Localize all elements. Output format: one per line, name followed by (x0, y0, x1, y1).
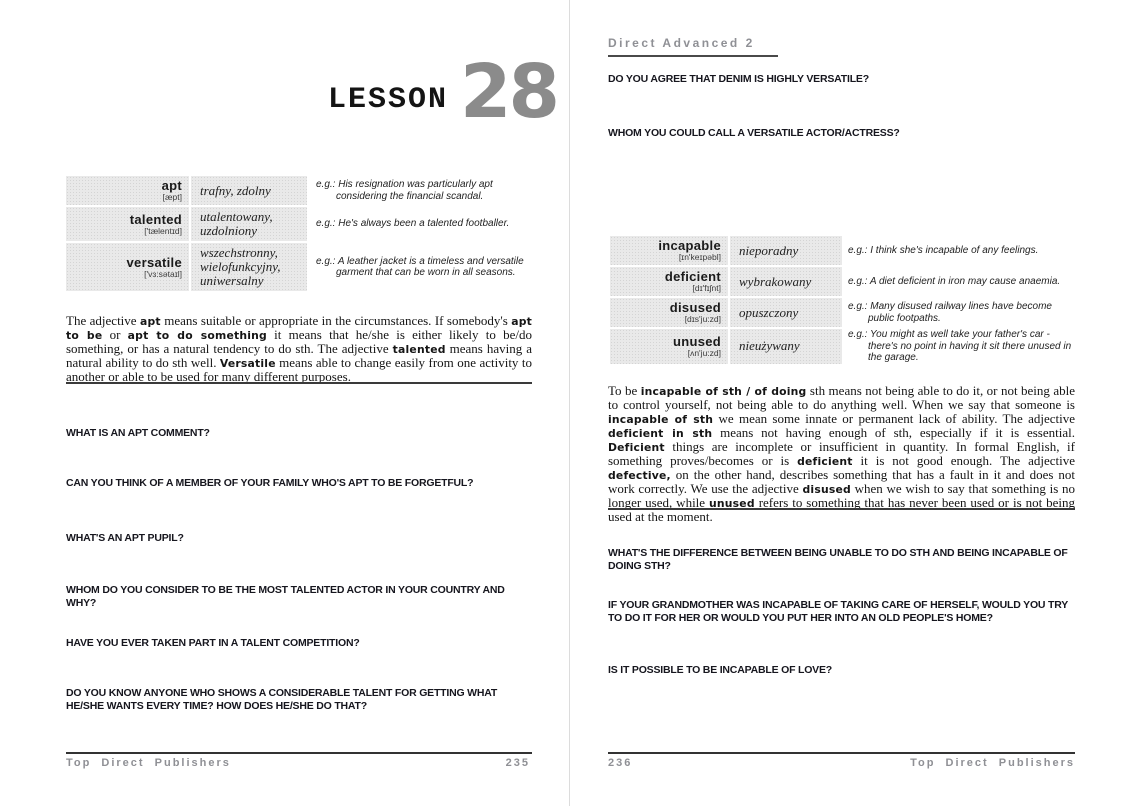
question-item: HAVE YOU EVER TAKEN PART IN A TALENT COMPETITION? (66, 637, 360, 649)
question-item: WHAT'S THE DIFFERENCE BETWEEN BEING UNABLE TO DO STH AND BEING INCAPABLE OF DOING STH? (608, 547, 1068, 572)
vocab-table (610, 236, 1076, 366)
vocab-word-cell (66, 207, 189, 241)
explanation-paragraph: The adjective apt means suitable or appropriate in the circumstances. If somebody's apt to be or apt to do something it means that he/she is either likely to be/do something, or has a natural tendency to do sth. The adjective talented means having a natural ability to do sth well. Versatile means able to change easily from one activity to another or able to be used for many different purposes. (66, 313, 532, 384)
question-item: WHAT IS AN APT COMMENT? (66, 427, 210, 439)
vocab-translation: opuszczony (730, 298, 842, 327)
vocab-translation: utalentowany, uzdolniony (191, 207, 307, 241)
vocab-example (848, 298, 1076, 327)
vocab-example-text: e.g.: A leather jacket is a timeless and versatile garment that can be worn in all seasons. (316, 255, 524, 278)
footer-rule (66, 752, 532, 754)
question-item: WHAT'S AN APT PUPIL? (66, 532, 184, 544)
vocab-word: versatile (126, 254, 182, 270)
vocab-word-cell (610, 329, 728, 364)
lesson-label: LESSON (328, 82, 449, 117)
section-divider (608, 508, 1075, 510)
question-item: WHOM DO YOU CONSIDER TO BE THE MOST TALENTED ACTOR IN YOUR COUNTRY AND WHY? (66, 584, 505, 609)
vocab-word: talented (129, 211, 182, 227)
question-item: DO YOU KNOW ANYONE WHO SHOWS A CONSIDERABLE TALENT FOR GETTING WHAT HE/SHE WANTS EVERY TIME? HOW DOES HE/SHE DO THAT? (66, 687, 498, 712)
vocab-word: unused (672, 333, 721, 349)
section-divider (66, 382, 532, 384)
vocab-example-text: e.g.: Many disused railway lines have become public footpaths. (848, 301, 1052, 324)
footer-page-number: 235 (505, 757, 530, 769)
vocab-translation: wybrakowany (730, 267, 842, 296)
vocab-example-text: e.g.: He's always been a talented footballer. (316, 218, 510, 230)
vocab-word-cell (610, 236, 728, 265)
vocab-word: deficient (664, 269, 721, 284)
vocab-row (66, 243, 532, 291)
vocab-example (848, 236, 1076, 265)
footer-page-number: 236 (608, 757, 633, 769)
lesson-header (328, 49, 558, 135)
footer-publisher: Top Direct Publishers (66, 757, 231, 769)
vocab-phonetic: [ɪn'keɪpəbl] (678, 252, 721, 262)
vocab-translation: wszechstronny, wielofunkcyjny, uniwersalny (191, 243, 307, 291)
vocab-example (848, 329, 1076, 364)
vocab-row (610, 267, 1076, 296)
vocab-example-text: e.g.: His resignation was particularly apt considering the financial scandal. (316, 179, 493, 202)
page-gutter-line (569, 0, 570, 806)
footer-rule (608, 752, 1075, 754)
question-item: CAN YOU THINK OF A MEMBER OF YOUR FAMILY WHO'S APT TO BE FORGETFUL? (66, 477, 474, 489)
vocab-phonetic: [dɪ'fɪʃnt] (692, 283, 721, 293)
question-item: WHOM YOU COULD CALL A VERSATILE ACTOR/ACTRESS? (608, 127, 900, 139)
vocab-example (316, 243, 532, 291)
vocab-row (610, 236, 1076, 265)
vocab-translation: nieporadny (730, 236, 842, 265)
running-header: Direct Advanced 2 (608, 36, 778, 57)
question-item: IS IT POSSIBLE TO BE INCAPABLE OF LOVE? (608, 664, 832, 676)
question-item: IF YOUR GRANDMOTHER WAS INCAPABLE OF TAKING CARE OF HERSELF, WOULD YOU TRY TO DO IT FOR HER OR WOULD YOU PUT HER INTO AN OLD PEOPLE'S HOME? (608, 599, 1068, 624)
vocab-example (848, 267, 1076, 296)
lesson-number: 28 (460, 49, 558, 135)
vocab-phonetic: [ʌn'ju:zd] (687, 347, 721, 358)
vocab-row (66, 176, 532, 205)
vocab-phonetic: [dɪs'ju:zd] (684, 314, 721, 324)
vocab-example-text: e.g.: You might as well take your father's car - there's no point in having it sit there unused in the garage. (848, 329, 1072, 363)
vocab-word-cell (610, 298, 728, 327)
vocab-row (66, 207, 532, 241)
vocab-example (316, 207, 532, 241)
vocab-phonetic: ['tælentɪd] (144, 225, 182, 236)
vocab-example-text: e.g.: A diet deficient in iron may cause anaemia. (848, 275, 1061, 287)
vocab-word: disused (669, 300, 721, 315)
vocab-word-cell (610, 267, 728, 296)
footer-publisher: Top Direct Publishers (910, 757, 1075, 769)
vocab-translation: trafny, zdolny (191, 176, 307, 205)
vocab-example (316, 176, 532, 205)
vocab-table (66, 176, 532, 293)
vocab-word-cell (66, 176, 189, 205)
vocab-word: incapable (658, 238, 721, 253)
question-item: DO YOU AGREE THAT DENIM IS HIGHLY VERSATILE? (608, 73, 869, 85)
vocab-word-cell (66, 243, 189, 291)
vocab-row (610, 329, 1076, 364)
explanation-paragraph: To be incapable of sth / of doing sth means not being able to do it, or not being able to control yourself, not being able to do anything well. When we say that someone is incapable of sth we mean some innate or permanent lack of ability. The adjective deficient in sth means not having enough of sth, especially if it is essential. Deficient things are incomplete or insufficient in quantity. In formal English, if something proves/becomes or is deficient it is not good enough. The adjective defective, on the other hand, describes something that has a fault in it and does not work correctly. We use the adjective disused when we wish to say that something is no longer used, while unused refers to something that has never been used or is not being used at the moment. (608, 383, 1076, 524)
vocab-phonetic: [æpt] (162, 192, 182, 202)
vocab-phonetic: ['vɜ:sətaɪl] (144, 268, 182, 279)
vocab-example-text: e.g.: I think she's incapable of any feelings. (848, 244, 1039, 256)
vocab-translation: nieużywany (730, 329, 842, 364)
page-right (570, 0, 1140, 806)
vocab-row (610, 298, 1076, 327)
vocab-word: apt (161, 178, 182, 193)
